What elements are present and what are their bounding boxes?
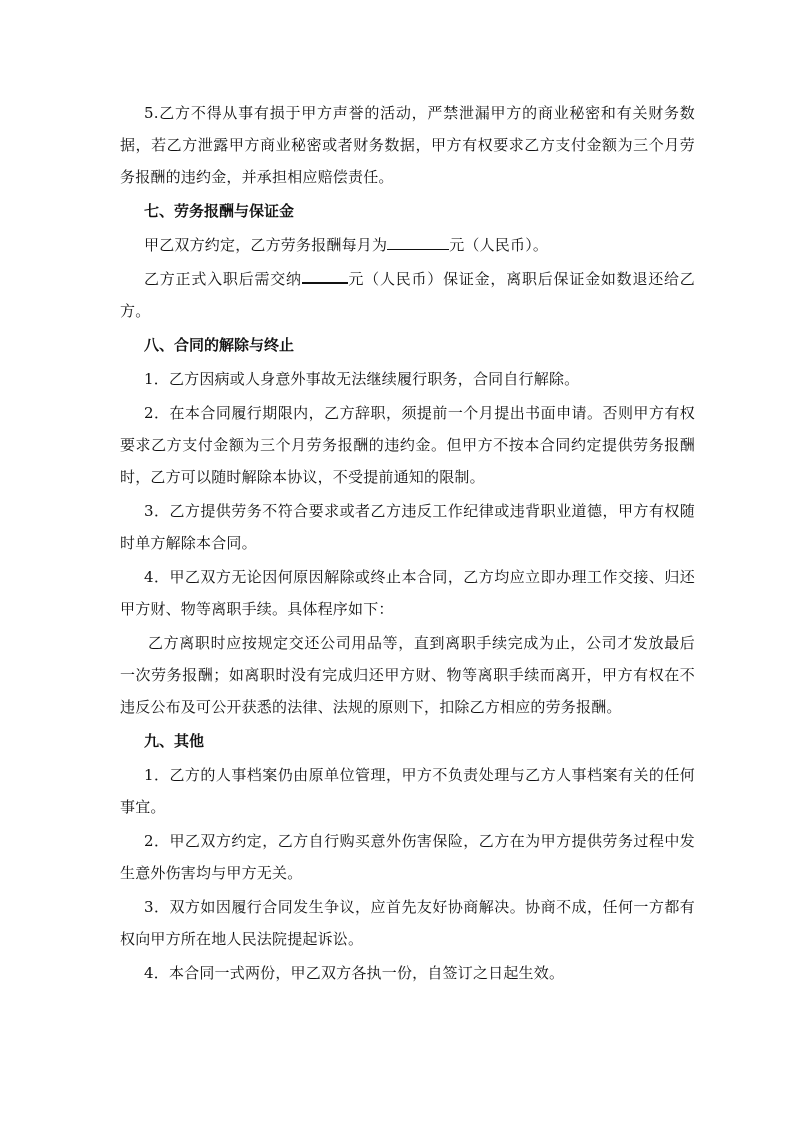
salary-text-after: 元（人民币）。 bbox=[449, 236, 549, 254]
section-8-procedure-paragraph: 乙方离职时应按规定交还公司用品等，直到离职手续完成为止，公司才发放最后一次劳务报酬；如离职时没有完成归还甲方财、物等离职手续而离开，甲方有权在不违反公布及可公开获悉的法律、法规的原则下，扣除乙方相应的劳务报酬。 bbox=[120, 634, 695, 716]
deposit-blank-line bbox=[302, 264, 348, 284]
section-9-heading: 九、其他 bbox=[144, 732, 205, 750]
section-9-item-4: 4．本合同一式两份，甲乙双方各执一份，自签订之日起生效。 bbox=[144, 964, 565, 982]
section-9-item-2: 2．甲乙双方约定，乙方自行购买意外伤害保险，乙方在为甲方提供劳务过程中发生意外伤害均与甲方无关。 bbox=[120, 832, 695, 882]
deposit-text-before: 乙方正式入职后需交纳 bbox=[144, 270, 302, 288]
section-9-item-3: 3．双方如因履行合同发生争议，应首先友好协商解决。协商不成，任何一方都有权向甲方所在地人民法院提起诉讼。 bbox=[120, 898, 695, 948]
section-9-item-1: 1．乙方的人事档案仍由原单位管理，甲方不负责处理与乙方人事档案有关的任何事宜。 bbox=[120, 766, 695, 816]
section-7-heading: 七、劳务报酬与保证金 bbox=[144, 202, 295, 220]
section-8-item-4: 4．甲乙双方无论因何原因解除或终止本合同，乙方均应立即办理工作交接、归还甲方财、物等离职手续。具体程序如下： bbox=[120, 568, 695, 618]
document-page bbox=[120, 97, 695, 991]
section-8-heading: 八、合同的解除与终止 bbox=[144, 336, 295, 354]
section-8-item-1: 1．乙方因病或人身意外事故无法继续履行职务，合同自行解除。 bbox=[144, 370, 580, 388]
salary-text-before: 甲乙双方约定，乙方劳务报酬每月为 bbox=[144, 236, 388, 254]
section-8-item-3: 3．乙方提供劳务不符合要求或者乙方违反工作纪律或违背职业道德，甲方有权随时单方解除本合同。 bbox=[120, 502, 695, 552]
section-8-item-2: 2．在本合同履行期限内，乙方辞职，须提前一个月提出书面申请。否则甲方有权要求乙方支付金额为三个月劳务报酬的违约金。但甲方不按本合同约定提供劳务报酬时，乙方可以随时解除本协议，不受提前通知的限制。 bbox=[120, 404, 695, 486]
section-7-paragraph-1 bbox=[120, 229, 695, 261]
clause-5-paragraph: 5.乙方不得从事有损于甲方声誉的活动，严禁泄漏甲方的商业秘密和有关财务数据，若乙方泄露甲方商业秘密或者财务数据，甲方有权要求乙方支付金额为三个月劳务报酬的违约金，并承担相应赔偿责任。 bbox=[120, 104, 695, 186]
section-7-paragraph-2 bbox=[120, 263, 695, 327]
salary-blank-line bbox=[387, 231, 449, 250]
deposit-text-after: 元（人民币）保证金，离职后保证金如数退还给乙方。 bbox=[120, 270, 695, 320]
